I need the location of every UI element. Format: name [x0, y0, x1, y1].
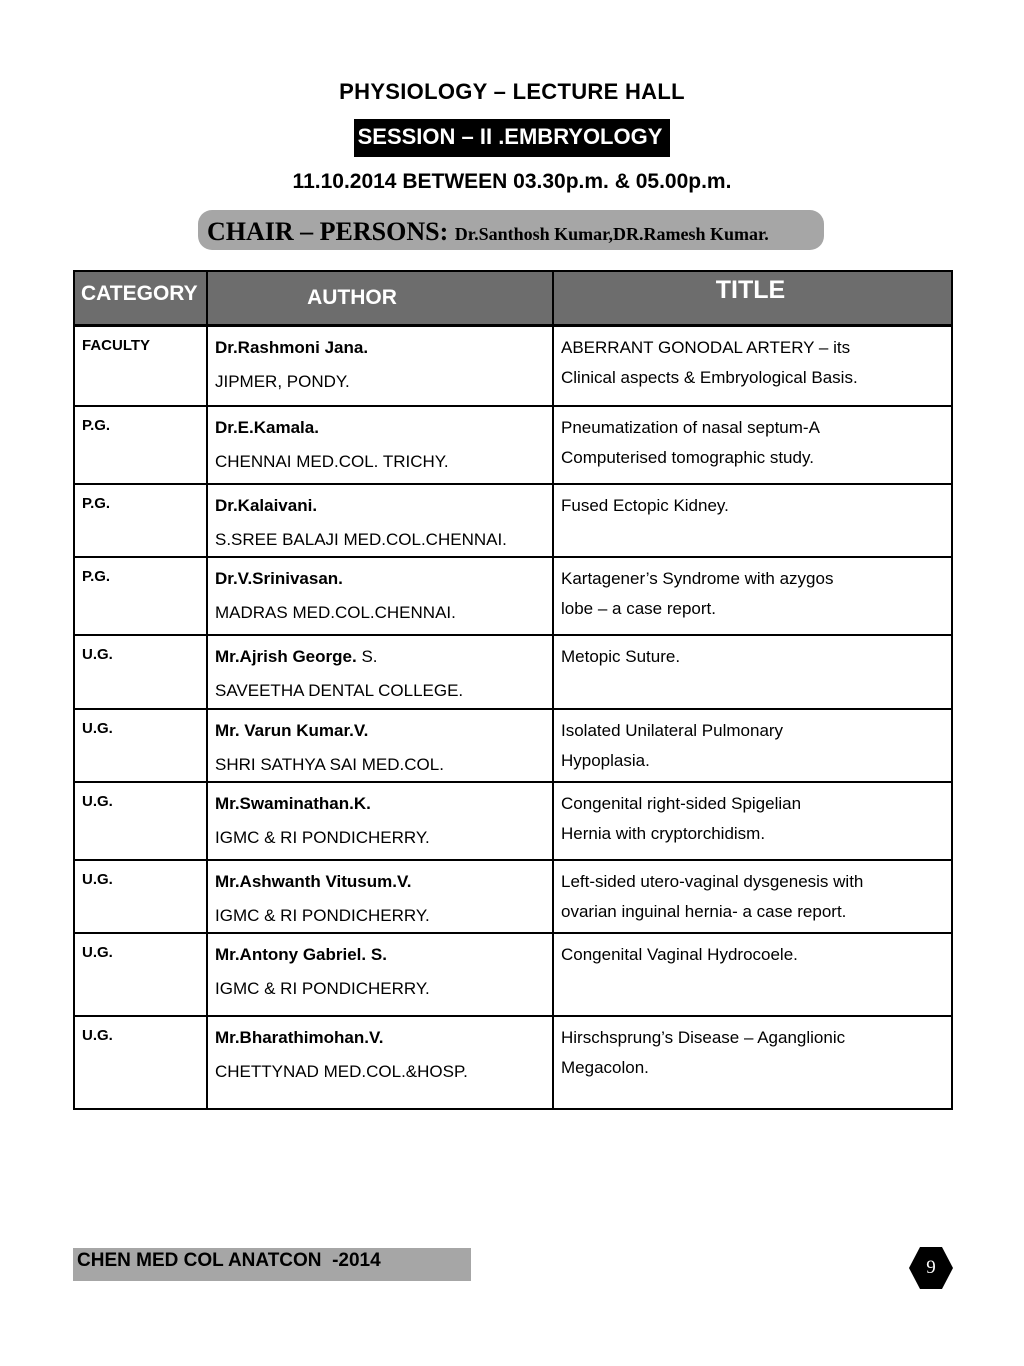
session-banner: [0, 119, 1024, 157]
author-name: Dr.Kalaivani.: [215, 495, 318, 515]
title-line: ABERRANT GONODAL ARTERY – its: [561, 338, 851, 357]
title-cell: [553, 860, 952, 933]
table-row: [74, 326, 952, 406]
author-name-line: [215, 415, 552, 441]
table-row: [74, 1016, 952, 1109]
session-title: SESSION – II .EMBRYOLOGY: [354, 119, 671, 157]
author-cell: [207, 933, 553, 1016]
author-cell: [207, 860, 553, 933]
author-name: Mr.Bharathimohan.V.: [215, 1027, 384, 1047]
title-line: Pneumatization of nasal septum-A: [561, 417, 820, 437]
title-line: Congenital right-sided Spigelian: [561, 793, 802, 813]
column-header-author: AUTHOR: [207, 271, 553, 326]
author-name: Dr.Rashmoni Jana.: [215, 338, 369, 357]
category-cell: U.G.: [74, 709, 207, 782]
title-line: Left-sided utero-vaginal dysgenesis with: [561, 871, 864, 891]
author-name-line: [215, 644, 552, 670]
author-cell: [207, 1016, 553, 1109]
title-line: Hypoplasia.: [561, 750, 650, 770]
author-institution: CHENNAI MED.COL. TRICHY.: [215, 451, 449, 471]
author-name: Dr.V.Srinivasan.: [215, 568, 343, 588]
title-cell: [553, 782, 952, 860]
category-cell: P.G.: [74, 557, 207, 635]
author-name-line: [215, 791, 552, 817]
chair-persons-banner: [198, 210, 824, 250]
category-cell: U.G.: [74, 933, 207, 1016]
title-line: Congenital Vaginal Hydrocoele.: [561, 944, 798, 964]
author-cell: [207, 782, 553, 860]
title-line: Hernia with cryptorchidism.: [561, 823, 766, 843]
column-header-title: TITLE: [553, 271, 952, 326]
category-cell: P.G.: [74, 406, 207, 484]
author-name-line: [215, 869, 552, 895]
author-institution: SHRI SATHYA SAI MED.COL.: [215, 754, 444, 774]
author-institution: IGMC & RI PONDICHERRY.: [215, 978, 430, 998]
title-line: Fused Ectopic Kidney.: [561, 495, 729, 515]
author-name-line: [215, 942, 552, 968]
title-cell: [553, 709, 952, 782]
title-line: ovarian inguinal hernia- a case report.: [561, 901, 847, 921]
title-line: Hirschsprung’s Disease – Aganglionic: [561, 1027, 846, 1047]
author-institution: SAVEETHA DENTAL COLLEGE.: [215, 680, 464, 700]
author-cell: [207, 557, 553, 635]
category-cell: U.G.: [74, 1016, 207, 1109]
author-name-line: [215, 566, 552, 592]
title-line: Clinical aspects & Embryological Basis.: [561, 368, 858, 387]
category-cell: U.G.: [74, 635, 207, 709]
author-name-suffix: S.: [361, 646, 378, 666]
title-line: Kartagener’s Syndrome with azygos: [561, 568, 834, 588]
author-cell: [207, 484, 553, 557]
author-cell: [207, 709, 553, 782]
venue-heading: PHYSIOLOGY – LECTURE HALL: [339, 79, 685, 104]
author-institution: JIPMER, PONDY.: [215, 372, 350, 391]
author-cell: [207, 406, 553, 484]
title-line: lobe – a case report.: [561, 598, 716, 618]
author-name-line: [215, 1025, 552, 1051]
category-cell: FACULTY: [74, 326, 207, 406]
author-name-line: [215, 718, 552, 744]
table-row: [74, 635, 952, 709]
title-cell: [553, 326, 952, 406]
table-row: [74, 782, 952, 860]
author-institution: IGMC & RI PONDICHERRY.: [215, 827, 430, 847]
title-cell: [553, 406, 952, 484]
program-table-body: [74, 326, 952, 1109]
author-institution: IGMC & RI PONDICHERRY.: [215, 905, 430, 925]
author-name-line: [215, 335, 552, 361]
session-datetime: 11.10.2014 BETWEEN 03.30p.m. & 05.00p.m.: [292, 170, 732, 193]
table-row: [74, 406, 952, 484]
page-number: 9: [926, 1257, 936, 1278]
table-row: [74, 557, 952, 635]
author-name: Mr. Varun Kumar.V.: [215, 720, 369, 740]
table-row: [74, 484, 952, 557]
author-name: Mr.Ashwanth Vitusum.V.: [215, 871, 412, 891]
table-header-row: [74, 271, 952, 326]
title-cell: [553, 933, 952, 1016]
program-table: [73, 270, 953, 1110]
title-cell: [553, 635, 952, 709]
chair-persons-names: Dr.Santhosh Kumar,DR.Ramesh Kumar.: [454, 224, 769, 244]
footer-conference-name: CHEN MED COL ANATCON -2014: [73, 1248, 471, 1281]
table-row: [74, 709, 952, 782]
author-name: Mr.Antony Gabriel. S.: [215, 944, 387, 964]
author-institution: CHETTYNAD MED.COL.&HOSP.: [215, 1061, 468, 1081]
title-cell: [553, 1016, 952, 1109]
author-name: Mr.Ajrish George.: [215, 646, 357, 666]
column-header-category: CATEGORY: [74, 271, 207, 326]
category-cell: U.G.: [74, 860, 207, 933]
table-row: [74, 933, 952, 1016]
title-line: Megacolon.: [561, 1057, 649, 1077]
chair-persons-label: CHAIR – PERSONS:: [207, 217, 455, 246]
author-institution: S.SREE BALAJI MED.COL.CHENNAI.: [215, 529, 507, 549]
title-cell: [553, 484, 952, 557]
author-institution: MADRAS MED.COL.CHENNAI.: [215, 602, 456, 622]
title-line: Metopic Suture.: [561, 646, 681, 666]
author-name-line: [215, 493, 552, 519]
title-line: Computerised tomographic study.: [561, 447, 814, 467]
author-name: Dr.E.Kamala.: [215, 417, 319, 437]
author-cell: [207, 635, 553, 709]
category-cell: U.G.: [74, 782, 207, 860]
table-row: [74, 860, 952, 933]
author-name: Mr.Swaminathan.K.: [215, 793, 371, 813]
author-cell: [207, 326, 553, 406]
title-cell: [553, 557, 952, 635]
title-line: Isolated Unilateral Pulmonary: [561, 720, 784, 740]
category-cell: P.G.: [74, 484, 207, 557]
